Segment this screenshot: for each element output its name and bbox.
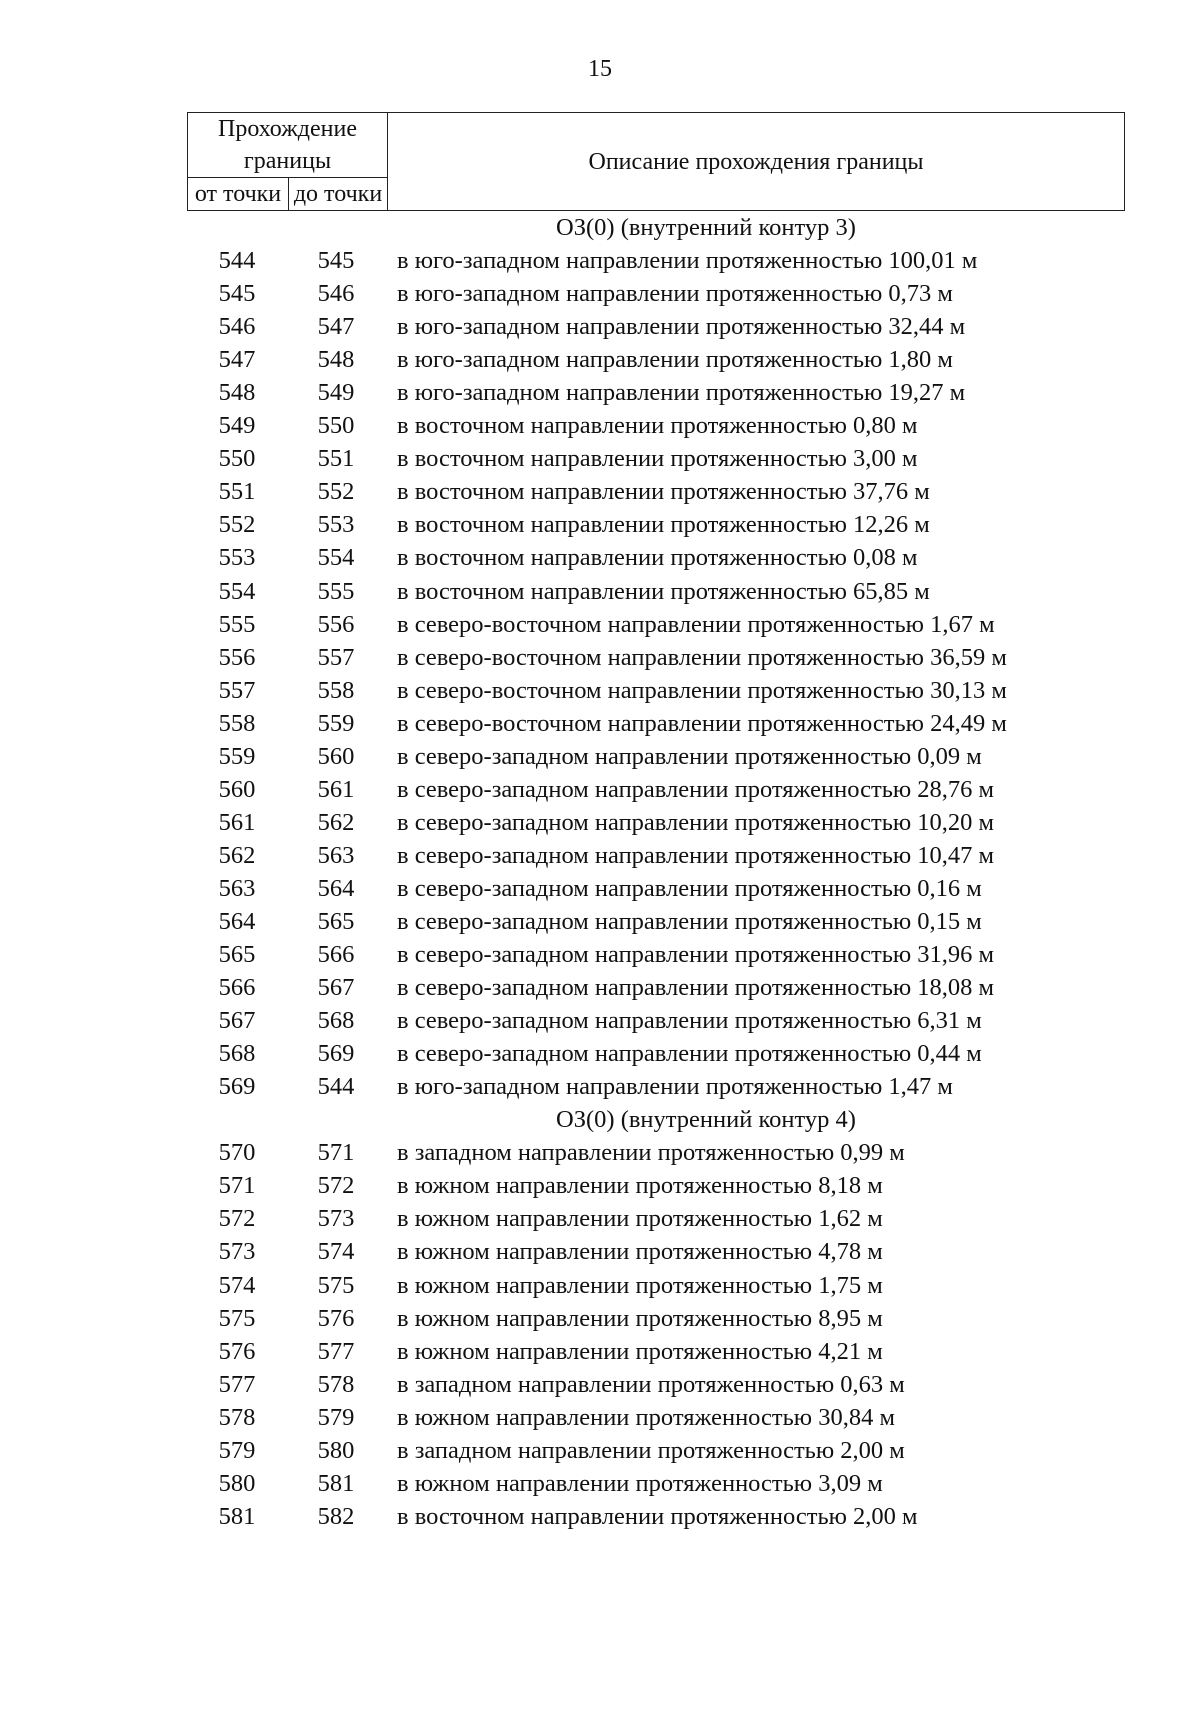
from-point-cell: 576 (218, 1337, 256, 1365)
table-row (187, 938, 1125, 971)
to-point-cell: 575 (317, 1271, 355, 1299)
description-cell: в восточном направлении протяженностью 3,00 м (397, 445, 918, 473)
to-point-cell: 563 (317, 841, 355, 869)
to-point-cell: 582 (317, 1502, 355, 1530)
to-point-cell: 576 (317, 1304, 355, 1332)
to-point-cell: 565 (317, 907, 355, 935)
from-point-cell: 561 (218, 808, 256, 836)
from-point-cell: 566 (218, 974, 256, 1002)
table-row (187, 1500, 1125, 1533)
description-cell: в северо-западном направлении протяженностью 28,76 м (397, 775, 995, 803)
from-point-cell: 564 (218, 907, 256, 935)
to-point-cell: 551 (317, 445, 355, 473)
from-point-cell: 547 (218, 346, 256, 374)
from-point-cell: 560 (218, 775, 256, 803)
description-cell: в южном направлении протяженностью 1,75 м (397, 1271, 883, 1299)
from-point-cell: 571 (218, 1172, 256, 1200)
from-point-cell: 544 (218, 247, 256, 275)
table-row (187, 1302, 1125, 1335)
to-point-cell: 547 (317, 313, 355, 341)
to-point-cell: 577 (317, 1337, 355, 1365)
from-point-cell: 548 (218, 379, 256, 407)
to-point-cell: 571 (317, 1139, 355, 1167)
to-point-cell: 553 (317, 511, 355, 539)
from-point-cell: 569 (218, 1073, 256, 1101)
description-cell: в северо-западном направлении протяженностью 0,16 м (397, 874, 982, 902)
to-point-cell: 556 (317, 610, 355, 638)
from-point-cell: 545 (218, 280, 256, 308)
table-row (187, 1004, 1125, 1037)
from-point-cell: 551 (218, 478, 256, 506)
from-point-cell: 581 (218, 1502, 256, 1530)
description-cell: в южном направлении протяженностью 4,21 м (397, 1337, 883, 1365)
from-point-cell: 563 (218, 874, 256, 902)
to-point-cell: 580 (317, 1436, 355, 1464)
from-point-cell: 567 (218, 1007, 256, 1035)
to-point-cell: 544 (317, 1073, 355, 1101)
to-point-cell: 579 (317, 1403, 355, 1431)
table-row (187, 1434, 1125, 1467)
description-cell: в северо-восточном направлении протяженностью 30,13 м (397, 676, 1007, 704)
table-row (187, 971, 1125, 1004)
table-row (187, 1235, 1125, 1268)
to-point-cell: 554 (317, 544, 355, 572)
to-point-cell: 567 (317, 974, 355, 1002)
table-row (187, 1202, 1125, 1235)
description-cell: в северо-западном направлении протяженностью 0,44 м (397, 1040, 982, 1068)
table-row (187, 1368, 1125, 1401)
table-row (187, 806, 1125, 839)
to-point-cell: 555 (317, 577, 355, 605)
description-cell: в южном направлении протяженностью 8,95 м (397, 1304, 883, 1332)
from-point-cell: 572 (218, 1205, 256, 1233)
table-row (187, 608, 1125, 641)
to-point-cell: 557 (317, 643, 355, 671)
table-row (187, 1401, 1125, 1434)
to-point-cell: 546 (317, 280, 355, 308)
from-point-cell: 546 (218, 313, 256, 341)
to-point-cell: 558 (317, 676, 355, 704)
from-point-cell: 580 (218, 1469, 256, 1497)
from-point-cell: 565 (218, 941, 256, 969)
to-point-cell: 568 (317, 1007, 355, 1035)
description-cell: в юго-западном направлении протяженностью 19,27 м (397, 379, 966, 407)
table-body (187, 211, 1125, 1533)
description-cell: в восточном направлении протяженностью 0,80 м (397, 412, 918, 440)
from-point-cell: 579 (218, 1436, 256, 1464)
table-row (187, 343, 1125, 376)
description-cell: в восточном направлении протяженностью 2,00 м (397, 1502, 918, 1530)
table-row (187, 277, 1125, 310)
table-row (187, 1037, 1125, 1070)
to-point-cell: 573 (317, 1205, 355, 1233)
to-point-cell: 569 (317, 1040, 355, 1068)
to-point-cell: 561 (317, 775, 355, 803)
description-cell: в северо-восточном направлении протяженностью 36,59 м (397, 643, 1007, 671)
table-row (187, 1136, 1125, 1169)
from-point-cell: 549 (218, 412, 256, 440)
to-point-cell: 564 (317, 874, 355, 902)
header-description: Описание прохождения границы (388, 113, 1125, 211)
from-point-cell: 578 (218, 1403, 256, 1431)
description-cell: в восточном направлении протяженностью 37,76 м (397, 478, 930, 506)
description-cell: в северо-западном направлении протяженностью 18,08 м (397, 974, 995, 1002)
table-row (187, 1269, 1125, 1302)
table-row (187, 641, 1125, 674)
header-group-label: Прохождение границы (188, 113, 388, 178)
description-cell: в восточном направлении протяженностью 12,26 м (397, 511, 930, 539)
description-cell: в юго-западном направлении протяженностью 32,44 м (397, 313, 966, 341)
table-row (187, 740, 1125, 773)
from-point-cell: 556 (218, 643, 256, 671)
from-point-cell: 559 (218, 742, 256, 770)
table-row (187, 1467, 1125, 1500)
from-point-cell: 570 (218, 1139, 256, 1167)
from-point-cell: 550 (218, 445, 256, 473)
table-row (187, 475, 1125, 508)
header-to-point: до точки (289, 178, 388, 211)
from-point-cell: 562 (218, 841, 256, 869)
table-row (187, 244, 1125, 277)
from-point-cell: 553 (218, 544, 256, 572)
to-point-cell: 562 (317, 808, 355, 836)
description-cell: в юго-западном направлении протяженностью 1,80 м (397, 346, 953, 374)
description-cell: в северо-западном направлении протяженностью 6,31 м (397, 1007, 982, 1035)
table-header (187, 112, 1125, 211)
description-cell: в северо-западном направлении протяженностью 31,96 м (397, 941, 995, 969)
description-cell: в восточном направлении протяженностью 65,85 м (397, 577, 930, 605)
description-cell: в южном направлении протяженностью 3,09 м (397, 1469, 883, 1497)
table-row (187, 1335, 1125, 1368)
from-point-cell: 557 (218, 676, 256, 704)
from-point-cell: 558 (218, 709, 256, 737)
description-cell: в юго-западном направлении протяженностью 100,01 м (397, 247, 978, 275)
description-cell: в северо-западном направлении протяженностью 10,47 м (397, 841, 995, 869)
table-row (187, 839, 1125, 872)
description-cell: в северо-восточном направлении протяженностью 24,49 м (397, 709, 1007, 737)
section-title: ОЗ(0) (внутренний контур 4) (556, 1106, 856, 1134)
from-point-cell: 552 (218, 511, 256, 539)
description-cell: в западном направлении протяженностью 0,63 м (397, 1370, 905, 1398)
to-point-cell: 578 (317, 1370, 355, 1398)
description-cell: в южном направлении протяженностью 1,62 м (397, 1205, 883, 1233)
table-row (187, 674, 1125, 707)
table-row (187, 442, 1125, 475)
from-point-cell: 555 (218, 610, 256, 638)
from-point-cell: 577 (218, 1370, 256, 1398)
description-cell: в северо-западном направлении протяженностью 0,15 м (397, 907, 982, 935)
from-point-cell: 568 (218, 1040, 256, 1068)
section-title: ОЗ(0) (внутренний контур 3) (556, 214, 856, 241)
to-point-cell: 550 (317, 412, 355, 440)
table-row (187, 773, 1125, 806)
to-point-cell: 552 (317, 478, 355, 506)
to-point-cell: 572 (317, 1172, 355, 1200)
description-cell: в северо-восточном направлении протяженностью 1,67 м (397, 610, 995, 638)
table-row (187, 905, 1125, 938)
boundary-table (187, 112, 1125, 1533)
from-point-cell: 573 (218, 1238, 256, 1266)
table-row (187, 1169, 1125, 1202)
table-row (187, 1070, 1125, 1103)
to-point-cell: 559 (317, 709, 355, 737)
to-point-cell: 545 (317, 247, 355, 275)
table-row (187, 872, 1125, 905)
from-point-cell: 554 (218, 577, 256, 605)
table-row (187, 707, 1125, 740)
description-cell: в юго-западном направлении протяженностью 0,73 м (397, 280, 953, 308)
header-from-point: от точки (188, 178, 289, 211)
table-row (187, 508, 1125, 541)
description-cell: в южном направлении протяженностью 30,84 м (397, 1403, 895, 1431)
to-point-cell: 581 (317, 1469, 355, 1497)
description-cell: в юго-западном направлении протяженностью 1,47 м (397, 1073, 953, 1101)
description-cell: в южном направлении протяженностью 8,18 м (397, 1172, 883, 1200)
table-row (187, 310, 1125, 343)
table-row (187, 541, 1125, 574)
table-row (187, 409, 1125, 442)
table-row (187, 575, 1125, 608)
description-cell: в западном направлении протяженностью 0,99 м (397, 1139, 905, 1167)
to-point-cell: 560 (317, 742, 355, 770)
description-cell: в западном направлении протяженностью 2,00 м (397, 1436, 905, 1464)
description-cell: в восточном направлении протяженностью 0,08 м (397, 544, 918, 572)
from-point-cell: 575 (218, 1304, 256, 1332)
to-point-cell: 548 (317, 346, 355, 374)
from-point-cell: 574 (218, 1271, 256, 1299)
description-cell: в северо-западном направлении протяженностью 0,09 м (397, 742, 982, 770)
to-point-cell: 574 (317, 1238, 355, 1266)
page-number: 15 (588, 56, 612, 82)
table-row (187, 376, 1125, 409)
to-point-cell: 549 (317, 379, 355, 407)
description-cell: в северо-западном направлении протяженностью 10,20 м (397, 808, 995, 836)
to-point-cell: 566 (317, 941, 355, 969)
description-cell: в южном направлении протяженностью 4,78 м (397, 1238, 883, 1266)
